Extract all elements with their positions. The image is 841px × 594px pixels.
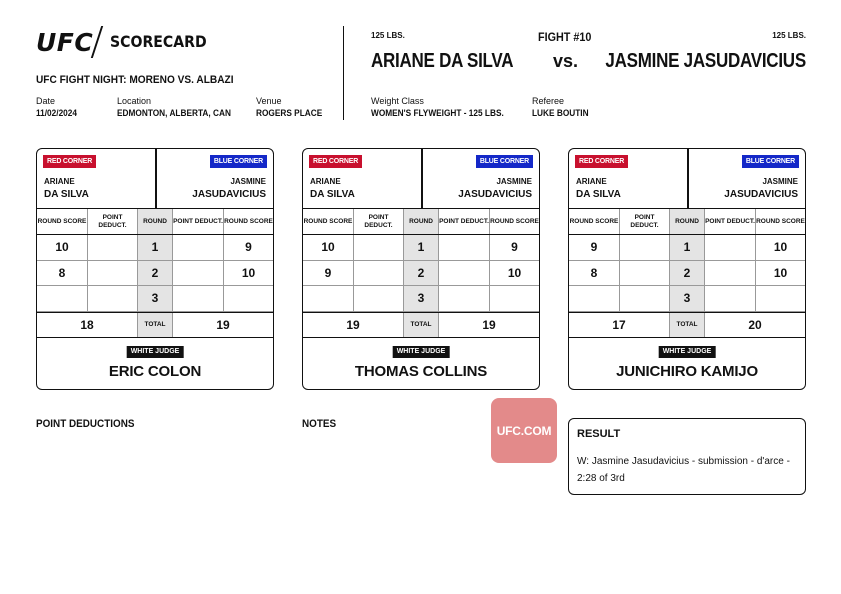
date-value: 11/02/2024 — [36, 108, 77, 118]
blue-point-deduct-cell — [438, 261, 489, 286]
judge-name: ERIC COLON — [108, 363, 202, 380]
red-total-cell — [303, 313, 403, 338]
blue-total-cell — [704, 313, 805, 338]
weight-class-value: WOMEN'S FLYWEIGHT - 125 LBS. — [371, 108, 504, 118]
red-round-score-header — [303, 209, 353, 234]
result-text: W: Jasmine Jasudavicius - submission - d'arce - 2:28 of 3rd — [577, 456, 790, 484]
blue-round-score-cell — [223, 286, 273, 311]
round-number-cell — [669, 286, 704, 311]
blue-point-deduct-cell — [172, 235, 223, 260]
blue-round-score-header-label: ROUND SCORE — [490, 217, 539, 225]
blue-point-deduct-header — [704, 209, 755, 234]
blue-round-score-header — [755, 209, 805, 234]
red-round-score-header-label: ROUND SCORE — [303, 217, 353, 225]
blue-round-score: 10 — [773, 265, 788, 280]
round-number-cell — [669, 235, 704, 260]
red-point-deduct-cell — [619, 261, 669, 286]
ufc-logo: UFC — [36, 28, 94, 57]
red-last-name: DA SILVA — [310, 189, 355, 200]
blue-point-deduct-cell — [172, 261, 223, 286]
blue-round-score-cell — [489, 286, 539, 311]
red-round-score: 8 — [58, 265, 66, 280]
red-point-deduct-cell — [353, 261, 403, 286]
round-row — [37, 286, 273, 312]
blue-round-score-cell — [489, 235, 539, 260]
red-total: 18 — [80, 317, 94, 332]
vs-label: vs. — [553, 51, 579, 71]
blue-first-name: JASMINE — [496, 177, 532, 186]
round-number-cell — [403, 261, 438, 286]
total-row — [569, 312, 805, 338]
judge-name: THOMAS COLLINS — [354, 363, 488, 380]
red-round-score-cell — [37, 261, 87, 286]
location-value: EDMONTON, ALBERTA, CAN — [117, 108, 231, 118]
blue-round-score-header — [489, 209, 539, 234]
red-first-name: ARIANE — [310, 177, 341, 186]
total-label: TOTAL — [676, 321, 698, 329]
venue-label: Venue — [256, 96, 282, 106]
blue-first-name: JASMINE — [762, 177, 798, 186]
white-judge-tag: WHITE JUDGE — [659, 346, 716, 358]
result-title: RESULT — [577, 428, 621, 440]
round-number-cell — [403, 235, 438, 260]
corner-divider — [687, 149, 689, 209]
red-weight: 125 LBS. — [371, 31, 405, 40]
round-number: 2 — [151, 265, 159, 280]
blue-round-score: 9 — [511, 240, 518, 255]
red-corner-tag: RED CORNER — [43, 155, 96, 168]
location-label: Location — [117, 96, 152, 106]
round-header-label: ROUND — [675, 217, 699, 225]
scorecard-3 — [568, 148, 806, 390]
red-point-deduct-cell — [353, 235, 403, 260]
blue-corner-tag: BLUE CORNER — [742, 155, 799, 168]
blue-corner-name — [192, 175, 266, 201]
red-total-cell — [569, 313, 669, 338]
corner-divider — [421, 149, 423, 209]
red-round-score-cell — [303, 286, 353, 311]
round-row — [37, 261, 273, 287]
referee-value: LUKE BOUTIN — [532, 108, 589, 118]
blue-total-cell — [172, 313, 273, 338]
grid-header-row — [37, 209, 273, 235]
red-point-deduct-cell — [87, 235, 137, 260]
red-point-deduct-header-label: POINT DEDUCT. — [98, 213, 127, 229]
round-number: 2 — [683, 265, 691, 280]
result-box — [568, 418, 806, 495]
total-row — [37, 312, 273, 338]
blue-weight: 125 LBS. — [772, 31, 806, 40]
blue-point-deduct-header-label: POINT DEDUCT. — [439, 217, 489, 225]
blue-corner-tag: BLUE CORNER — [476, 155, 533, 168]
header-divider — [343, 26, 344, 120]
round-row — [303, 235, 539, 261]
blue-round-score-cell — [223, 235, 273, 260]
blue-point-deduct-cell — [704, 286, 755, 311]
red-point-deduct-header-label: POINT DEDUCT. — [364, 213, 393, 229]
judge-area — [303, 337, 539, 390]
corner-header — [37, 149, 273, 209]
round-number: 1 — [151, 240, 159, 255]
scorecard-1 — [36, 148, 274, 390]
blue-round-score-header-label: ROUND SCORE — [756, 217, 805, 225]
red-round-score-cell — [303, 235, 353, 260]
round-row — [37, 235, 273, 261]
round-header-label: ROUND — [409, 217, 433, 225]
round-number-cell — [137, 261, 172, 286]
date-label: Date — [36, 96, 56, 106]
blue-point-deduct-header — [438, 209, 489, 234]
red-corner-name — [576, 175, 621, 201]
round-row — [569, 286, 805, 312]
referee-label: Referee — [532, 96, 565, 106]
round-number: 3 — [683, 291, 691, 306]
red-round-score-cell — [569, 286, 619, 311]
red-round-score-cell — [37, 235, 87, 260]
blue-round-score: 10 — [507, 265, 522, 280]
blue-point-deduct-header-label: POINT DEDUCT. — [173, 217, 223, 225]
round-number: 1 — [417, 240, 425, 255]
round-header-label: ROUND — [143, 217, 167, 225]
round-row — [303, 261, 539, 287]
red-point-deduct-cell — [619, 235, 669, 260]
notes-title: NOTES — [302, 418, 337, 430]
red-corner-tag: RED CORNER — [575, 155, 628, 168]
total-label: TOTAL — [144, 321, 166, 329]
blue-point-deduct-cell — [172, 286, 223, 311]
red-first-name: ARIANE — [44, 177, 75, 186]
red-point-deduct-header — [619, 209, 669, 234]
red-point-deduct-cell — [87, 261, 137, 286]
blue-round-score-cell — [223, 261, 273, 286]
red-point-deduct-cell — [87, 286, 137, 311]
round-number: 2 — [417, 265, 425, 280]
blue-round-score-cell — [755, 261, 805, 286]
red-round-score: 10 — [55, 240, 69, 255]
red-point-deduct-cell — [619, 286, 669, 311]
total-label-cell — [137, 313, 172, 338]
red-first-name: ARIANE — [576, 177, 607, 186]
judge-name: JUNICHIRO KAMIJO — [616, 363, 758, 380]
red-corner-tag: RED CORNER — [309, 155, 362, 168]
venue-value: ROGERS PLACE — [256, 108, 323, 118]
blue-total-cell — [438, 313, 539, 338]
blue-round-score-header — [223, 209, 273, 234]
round-number: 1 — [683, 240, 691, 255]
blue-round-score: 10 — [773, 240, 788, 255]
red-last-name: DA SILVA — [576, 189, 621, 200]
fight-number: FIGHT #10 — [538, 30, 592, 44]
event-name: UFC FIGHT NIGHT: MORENO VS. ALBAZI — [36, 74, 234, 86]
total-label-cell — [669, 313, 704, 338]
corner-header — [569, 149, 805, 209]
round-number-cell — [137, 286, 172, 311]
blue-fighter-name: JASMINE JASUDAVICIUS — [605, 50, 806, 72]
total-label: TOTAL — [410, 321, 432, 329]
corner-divider — [155, 149, 157, 209]
corner-header — [303, 149, 539, 209]
red-total: 17 — [612, 317, 626, 332]
blue-total: 19 — [216, 317, 230, 332]
round-number-cell — [669, 261, 704, 286]
point-deductions-title: POINT DEDUCTIONS — [36, 418, 135, 430]
red-round-score-header — [569, 209, 619, 234]
blue-total: 19 — [482, 317, 496, 332]
round-number-cell — [403, 286, 438, 311]
blue-round-score-cell — [755, 235, 805, 260]
blue-total: 20 — [748, 317, 762, 332]
red-round-score-cell — [303, 261, 353, 286]
blue-corner-name — [458, 175, 532, 201]
red-corner-name — [44, 175, 89, 201]
grid-header-row — [303, 209, 539, 235]
round-header — [403, 209, 438, 234]
judge-area — [569, 337, 805, 390]
blue-round-score-header-label: ROUND SCORE — [224, 217, 273, 225]
grid-header-row — [569, 209, 805, 235]
red-round-score: 10 — [321, 240, 335, 255]
red-point-deduct-cell — [353, 286, 403, 311]
red-fighter-name: ARIANE DA SILVA — [371, 50, 514, 72]
blue-last-name: JASUDAVICIUS — [458, 189, 532, 200]
blue-first-name: JASMINE — [230, 177, 266, 186]
blue-round-score-cell — [489, 261, 539, 286]
blue-round-score-cell — [755, 286, 805, 311]
white-judge-tag: WHITE JUDGE — [127, 346, 184, 358]
page-title: SCORECARD — [110, 32, 207, 51]
round-header — [137, 209, 172, 234]
blue-corner-name — [724, 175, 798, 201]
red-total-cell — [37, 313, 137, 338]
round-row — [303, 286, 539, 312]
blue-point-deduct-cell — [704, 235, 755, 260]
red-round-score: 9 — [590, 240, 598, 255]
white-judge-tag: WHITE JUDGE — [393, 346, 450, 358]
red-round-score-header — [37, 209, 87, 234]
red-round-score: 8 — [590, 265, 598, 280]
round-row — [569, 261, 805, 287]
red-round-score-cell — [569, 235, 619, 260]
red-last-name: DA SILVA — [44, 189, 89, 200]
scorecard-2 — [302, 148, 540, 390]
round-number-cell — [137, 235, 172, 260]
ufc-com-stamp: UFC.COM — [491, 398, 557, 463]
weight-class-label: Weight Class — [371, 96, 424, 106]
total-row — [303, 312, 539, 338]
blue-round-score: 10 — [241, 265, 256, 280]
blue-corner-tag: BLUE CORNER — [210, 155, 267, 168]
blue-round-score: 9 — [245, 240, 252, 255]
blue-last-name: JASUDAVICIUS — [724, 189, 798, 200]
red-point-deduct-header-label: POINT DEDUCT. — [630, 213, 659, 229]
round-number: 3 — [151, 291, 159, 306]
red-round-score-cell — [569, 261, 619, 286]
blue-point-deduct-header-label: POINT DEDUCT. — [705, 217, 755, 225]
round-number: 3 — [417, 291, 425, 306]
blue-last-name: JASUDAVICIUS — [192, 189, 266, 200]
red-total: 19 — [346, 317, 360, 332]
blue-point-deduct-cell — [438, 286, 489, 311]
red-point-deduct-header — [87, 209, 137, 234]
round-header — [669, 209, 704, 234]
blue-point-deduct-cell — [704, 261, 755, 286]
red-round-score: 9 — [324, 265, 332, 280]
blue-point-deduct-header — [172, 209, 223, 234]
total-label-cell — [403, 313, 438, 338]
red-round-score-cell — [37, 286, 87, 311]
judge-area — [37, 337, 273, 390]
red-round-score-header-label: ROUND SCORE — [569, 217, 619, 225]
red-corner-name — [310, 175, 355, 201]
red-round-score-header-label: ROUND SCORE — [37, 217, 87, 225]
red-point-deduct-header — [353, 209, 403, 234]
blue-point-deduct-cell — [438, 235, 489, 260]
round-row — [569, 235, 805, 261]
